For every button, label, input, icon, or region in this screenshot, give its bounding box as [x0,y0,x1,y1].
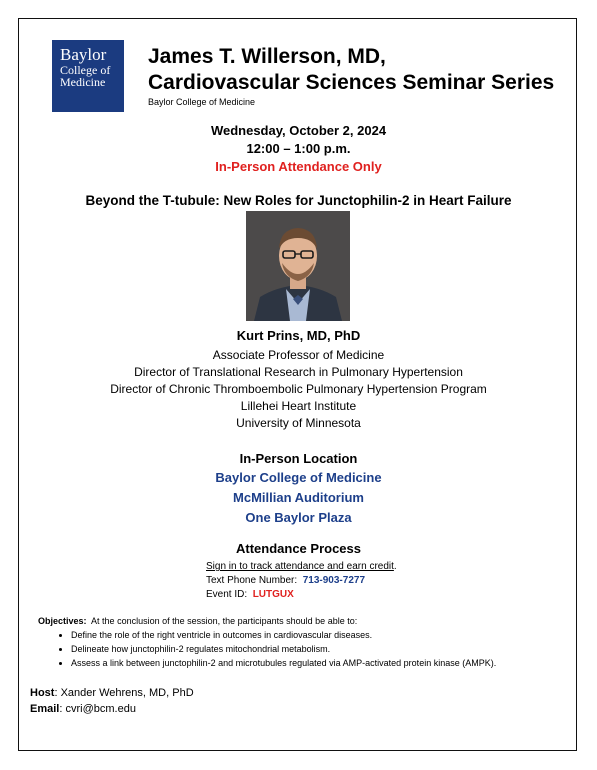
location-line: McMillian Auditorium [233,490,364,505]
objectives-label: Objectives: [38,616,87,626]
email-label: Email [30,703,60,715]
attendance-mode: In-Person Attendance Only [215,159,382,174]
phone-label: Text Phone Number: [206,575,298,586]
objectives-list [38,628,568,670]
attendance-details [206,560,397,602]
objective-item: • Define the role of the right ventricle in outcomes in cardiovascular diseases. [71,628,568,642]
location-line: One Baylor Plaza [245,510,352,525]
speaker-role: Director of Translational Research in Pulmonary Hypertension [134,365,463,379]
sign-in-period: . [393,561,397,572]
objective-item: • Delineate how junctophilin-2 regulates mitochondrial metabolism. [71,642,568,656]
logo-line-2: College of [60,62,111,77]
speaker-name: Kurt Prins, MD, PhD [236,328,361,343]
event-id: LUTGUX [252,589,294,600]
event-time: 12:00 – 1:00 p.m. [246,141,351,156]
speaker-role: Lillehei Heart Institute [240,399,357,413]
location-line: Baylor College of Medicine [215,470,382,485]
series-title [148,44,554,96]
sign-in-link[interactable]: Sign in to track attendance and earn credit [206,561,394,572]
event-datetime [0,122,597,176]
location-details [0,468,597,528]
speaker-role: Associate Professor of Medicine [212,348,385,362]
phone-number: 713-903-7277 [302,575,366,586]
speaker-roles [0,347,597,432]
talk-title: Beyond the T-tubule: New Roles for Junctophilin-2 in Heart Failure [85,193,512,208]
title-line-1: James T. Willerson, MD, [148,45,386,68]
host-label: Host [30,687,55,699]
objectives-intro: At the conclusion of the session, the participants should be able to: [91,616,358,626]
attendance-heading: Attendance Process [236,541,361,556]
location-heading: In-Person Location [239,451,358,466]
baylor-logo [52,40,124,112]
objective-item: • Assess a link between junctophilin-2 and microtubules regulated via AMP-activated protein kinase (AMPK). [71,656,568,670]
speaker-role: University of Minnesota [236,416,361,430]
host-name: : Xander Wehrens, MD, PhD [54,687,194,699]
speaker-role: Director of Chronic Thromboembolic Pulmonary Hypertension Program [110,382,487,396]
event-date: Wednesday, October 2, 2024 [210,123,387,138]
institution-name: Baylor College of Medicine [148,97,256,107]
title-line-2: Cardiovascular Sciences Seminar Series [148,71,555,94]
speaker-photo [246,211,350,321]
email-address[interactable]: : cvri@bcm.edu [59,703,136,715]
event-id-label: Event ID: [206,589,248,600]
contact-section [30,685,194,717]
logo-line-3: Medicine [60,75,106,90]
logo-line-1: Baylor [60,45,107,64]
objectives-section [38,614,568,670]
